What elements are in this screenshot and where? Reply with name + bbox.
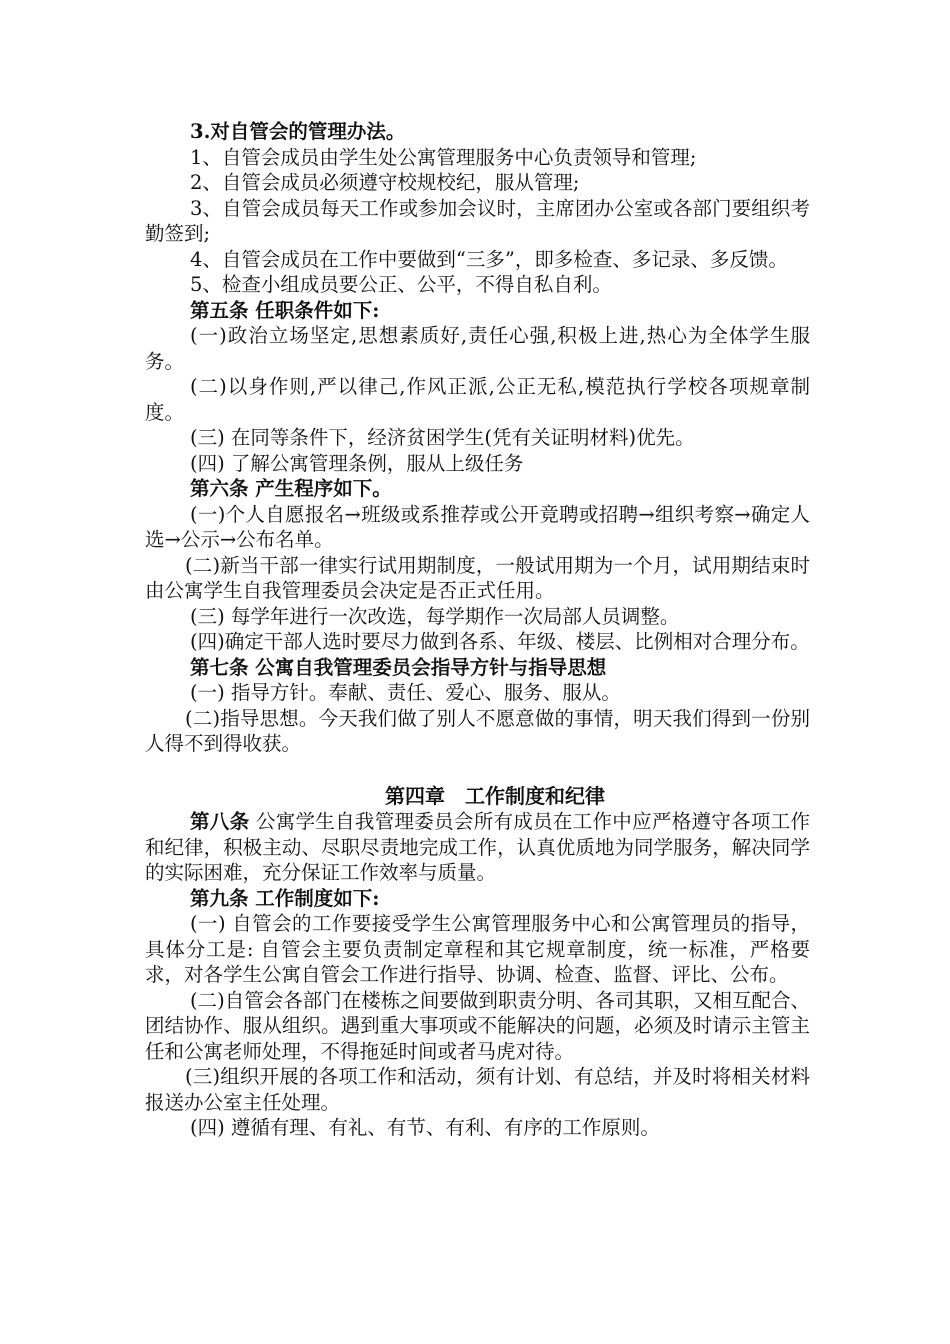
paragraph: 4、自管会成员在工作中要做到“三多”，即多检查、多记录、多反馈。 [190, 247, 788, 271]
paragraph: (三) 每学年进行一次改选，每学期作一次局部人员调整。 [190, 604, 680, 628]
document-body [145, 119, 810, 1141]
article-heading: 第七条 公寓自我管理委员会指导方针与指导思想 [190, 655, 607, 679]
chapter-title: 第四章 工作制度和纪律 [385, 783, 605, 808]
paragraph: (二)指导思想。今天我们做了别人不愿意做的事情，明天我们得到一份别人得不到得收获。 [145, 706, 810, 755]
section-heading: 3.对自管会的管理办法。 [190, 120, 406, 143]
paragraph: (四) 遵循有理、有礼、有节、有利、有序的工作原则。 [190, 1116, 660, 1139]
article-label: 第八条 [190, 810, 250, 833]
article-heading: 第六条 产生程序如下。 [190, 477, 392, 500]
paragraph: (二)以身作则,严以律己,作风正派,公正无私,模范执行学校各项规章制度。 [145, 375, 810, 424]
article-heading: 第五条 任职条件如下: [190, 298, 380, 322]
paragraph: (三) 在同等条件下，经济贫困学生(凭有关证明材料)优先。 [190, 426, 695, 449]
paragraph: 5、检查小组成员要公正、公平，不得自私自利。 [190, 273, 612, 296]
paragraph: (二)自管会各部门在楼栋之间要做到职责分明、各司其职，又相互配合、团结协作、服从组织。遇到重大事项或不能解决的问题，必须及时请示主管主任和公寓老师处理，不得拖延时间或者马虎对待。 [145, 988, 810, 1063]
paragraph: (一)政治立场坚定,思想素质好,责任心强,积极上进,热心为全体学生服务。 [145, 324, 810, 373]
article-text: 公寓学生自我管理委员会所有成员在工作中应严格遵守各项工作和纪律，积极主动、尽职尽责地完成工作，认真优质地为同学服务，解决同学的实际困难，充分保证工作效率与质量。 [145, 810, 810, 884]
paragraph: (四)确定干部人选时要尽力做到各系、年级、楼层、比例相对合理分布。 [190, 630, 810, 653]
article-heading: 第九条 工作制度如下: [190, 886, 380, 910]
paragraph: (二)新当干部一律实行试用期制度，一般试用期为一个月，试用期结束时由公寓学生自我管理委员会决定是否正式任用。 [145, 553, 810, 602]
paragraph: (一) 自管会的工作要接受学生公寓管理服务中心和公寓管理员的指导，具体分工是: 自管会主要负责制定章程和其它规章制度，统一标准，严格要求，对各学生公寓自管会工作进行指导、协调、检查、监督、评比、公布。 [145, 912, 810, 986]
paragraph: 3、自管会成员每天工作或参加会议时，主席团办公室或各部门要组织考勤签到; [145, 196, 810, 245]
paragraph: (一)个人自愿报名→班级或系推荐或公开竟聘或招聘→组织考察→确定人选→公示→公布名单。 [145, 502, 810, 551]
paragraph: (四) 了解公寓管理条例，服从上级任务 [190, 451, 524, 475]
paragraph: 1、自管会成员由学生处公寓管理服务中心负责领导和管理; [190, 145, 697, 169]
paragraph: (一) 指导方针。奉献、责任、爱心、服务、服从。 [190, 681, 621, 704]
paragraph: 2、自管会成员必须遵守校规校纪，服从管理; [190, 171, 580, 194]
paragraph: (三)组织开展的各项工作和活动，须有计划、有总结，并及时将相关材料报送办公室主任处理。 [145, 1065, 810, 1114]
paragraph [145, 809, 810, 886]
